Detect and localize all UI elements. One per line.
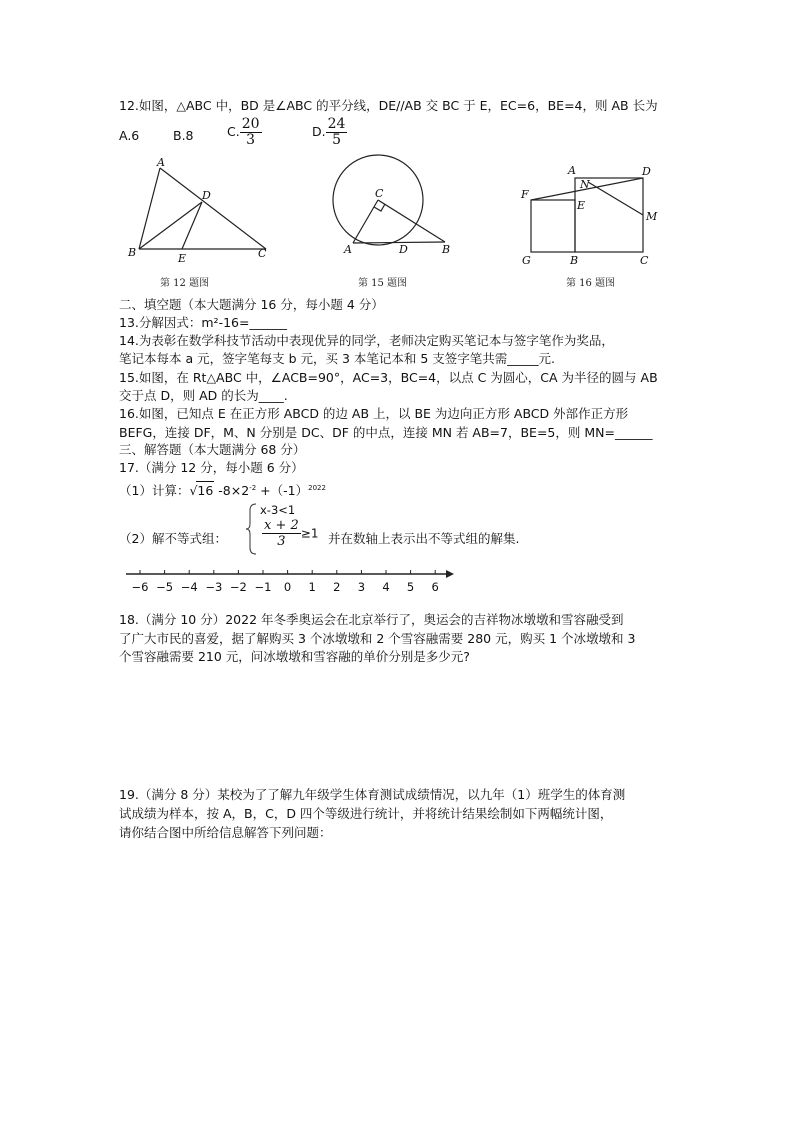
fig16-label-c: C <box>640 254 649 267</box>
section-2-heading: 二、填空题（本大题满分 16 分，每小题 4 分） <box>119 297 384 312</box>
q12-option-b: B.8 <box>173 128 194 143</box>
q12-option-c-label: C. <box>227 124 240 139</box>
number-line-tick-label: 2 <box>333 580 341 594</box>
number-line-tick-label: −3 <box>205 580 223 594</box>
figure-16 <box>518 160 668 292</box>
brace <box>246 502 260 556</box>
number-line-tick-label: −4 <box>180 580 198 594</box>
q19-line-1: 19.（满分 8 分）某校为了了解九年级学生体育测试成绩情况，以九年（1）班学生的体育测 <box>119 787 626 802</box>
section-3-heading: 三、解答题（本大题满分 68 分） <box>119 442 306 457</box>
fig12-label-a: A <box>157 156 165 169</box>
q12-stem: 12.如图，△ABC 中，BD 是∠ABC 的平分线，DE//AB 交 BC 于 E，EC=6，BE=4，则 AB 长为 <box>119 98 658 113</box>
q16-line-2: BEFG，连接 DF，M、N 分别是 DC、DF 的中点，连接 MN 若 AB=7，BE=5，则 MN=______ <box>119 425 653 440</box>
fig16-label-n: N <box>580 178 590 191</box>
q17-part-1 <box>119 480 326 499</box>
q16-line-1: 16.如图，已知点 E 在正方形 ABCD 的边 AB 上，以 BE 为边向正方形 ABCD 外部作正方形 <box>119 406 629 421</box>
number-line-tick-label: −1 <box>254 580 272 594</box>
fig15-label-c: C <box>375 187 384 200</box>
q17-part-2-label: （2）解不等式组： <box>119 531 227 546</box>
fig12-label-c: C <box>258 247 267 260</box>
sqrt-radicand: 16 <box>197 483 214 499</box>
fig16-label-b: B <box>570 254 579 267</box>
q13-text: 13.分解因式：m²-16=______ <box>119 315 287 330</box>
fig16-label-e: E <box>577 199 586 212</box>
q17-expr-mid: -8×2 <box>214 483 250 499</box>
q14-line-1: 14.为表彰在数学科技节活动中表现优异的同学，老师决定购买笔记本与签字笔作为奖品， <box>119 333 614 348</box>
q18-line-3: 个雪容融需要 210 元，问冰墩墩和雪容融的单价分别是多少元? <box>119 649 470 664</box>
fig15-caption: 第 15 题图 <box>358 278 408 289</box>
fig16-label-d: D <box>642 165 651 178</box>
q17-expr-tail: +（-1） <box>256 483 309 499</box>
fig12-label-b: B <box>128 246 137 259</box>
q19-line-3: 请你结合图中所给信息解答下列问题： <box>119 825 332 840</box>
inequality-2-relation: ≥1 <box>300 526 319 541</box>
number-line-tick-label: 5 <box>406 580 415 594</box>
frac-denominator: 5 <box>332 132 341 148</box>
number-line-tick-label: 1 <box>308 580 316 594</box>
fig12-caption: 第 12 题图 <box>160 278 210 289</box>
q17-part-2-tail: 并在数轴上表示出不等式组的解集. <box>328 531 520 546</box>
q18-line-2: 了广大市民的喜爱，据了解购买 3 个冰墩墩和 2 个雪容融需要 280 元，购买 1 个冰墩墩和 3 <box>119 631 636 646</box>
q15-line-1: 15.如图，在 Rt△ABC 中，∠ACB=90°，AC=3，BC=4，以点 C 为圆心，CA 为半径的圆与 AB <box>119 370 658 385</box>
figure-12 <box>120 152 280 292</box>
number-line-tick-label: 3 <box>357 580 366 594</box>
fig12-label-e: E <box>178 252 187 265</box>
figure-15 <box>320 150 460 292</box>
fig16-caption: 第 16 题图 <box>566 278 616 289</box>
inequality-2 <box>262 518 318 549</box>
number-line-arrow <box>446 570 454 578</box>
q17-exponent-1: -2 <box>249 484 257 492</box>
frac-numerator: x + 2 <box>264 518 299 533</box>
number-line-tick-label: 6 <box>431 580 439 594</box>
q17-heading: 17.（满分 12 分，每小题 6 分） <box>119 460 304 475</box>
q12-option-d <box>312 117 347 148</box>
fig16-label-m: M <box>646 210 658 223</box>
fig16-label-a: A <box>568 164 576 177</box>
q12-option-c <box>227 117 262 148</box>
number-line-tick-label: −6 <box>131 580 149 594</box>
q12-option-a: A.6 <box>119 128 140 143</box>
q15-line-2: 交于点 D，则 AD 的长为____. <box>119 388 288 403</box>
fig15-label-b: B <box>442 243 451 256</box>
q12-option-c-fraction <box>240 117 262 148</box>
q12-option-d-fraction <box>326 117 348 148</box>
number-line-tick-label: 0 <box>283 580 292 594</box>
frac-denominator: 3 <box>277 534 286 549</box>
fig16-label-g: G <box>522 254 531 267</box>
sqrt-sign: √ <box>189 483 198 499</box>
fig15-label-a: A <box>344 243 352 256</box>
q14-line-2: 笔记本每本 a 元，签字笔每支 b 元，买 3 本笔记本和 5 支签字笔共需_____元. <box>119 351 556 366</box>
inequality-1: x-3<1 <box>260 503 296 517</box>
q17-part-1-label: （1）计算： <box>119 483 190 499</box>
frac-denominator: 3 <box>246 132 256 148</box>
q17-exponent-2: 2022 <box>308 484 326 492</box>
number-line-tick-label: 4 <box>382 580 390 594</box>
fig16-label-f: F <box>521 188 529 201</box>
inequality-2-fraction <box>262 518 301 549</box>
frac-numerator: 24 <box>327 116 346 132</box>
number-line <box>126 566 456 596</box>
number-line-tick-label: −2 <box>229 580 247 594</box>
q12-option-d-label: D. <box>312 124 326 139</box>
number-line-tick-label: −5 <box>156 580 174 594</box>
fig12-label-d: D <box>202 189 211 202</box>
fig15-label-d: D <box>399 243 408 256</box>
q19-line-2: 试成绩为样本，按 A，B，C，D 四个等级进行统计，并将统计结果绘制如下两幅统计图， <box>119 806 613 821</box>
frac-numerator: 20 <box>241 116 260 132</box>
q18-line-1: 18.（满分 10 分）2022 年冬季奥运会在北京举行了，奥运会的吉祥物冰墩墩和雪容融受到 <box>119 612 624 627</box>
